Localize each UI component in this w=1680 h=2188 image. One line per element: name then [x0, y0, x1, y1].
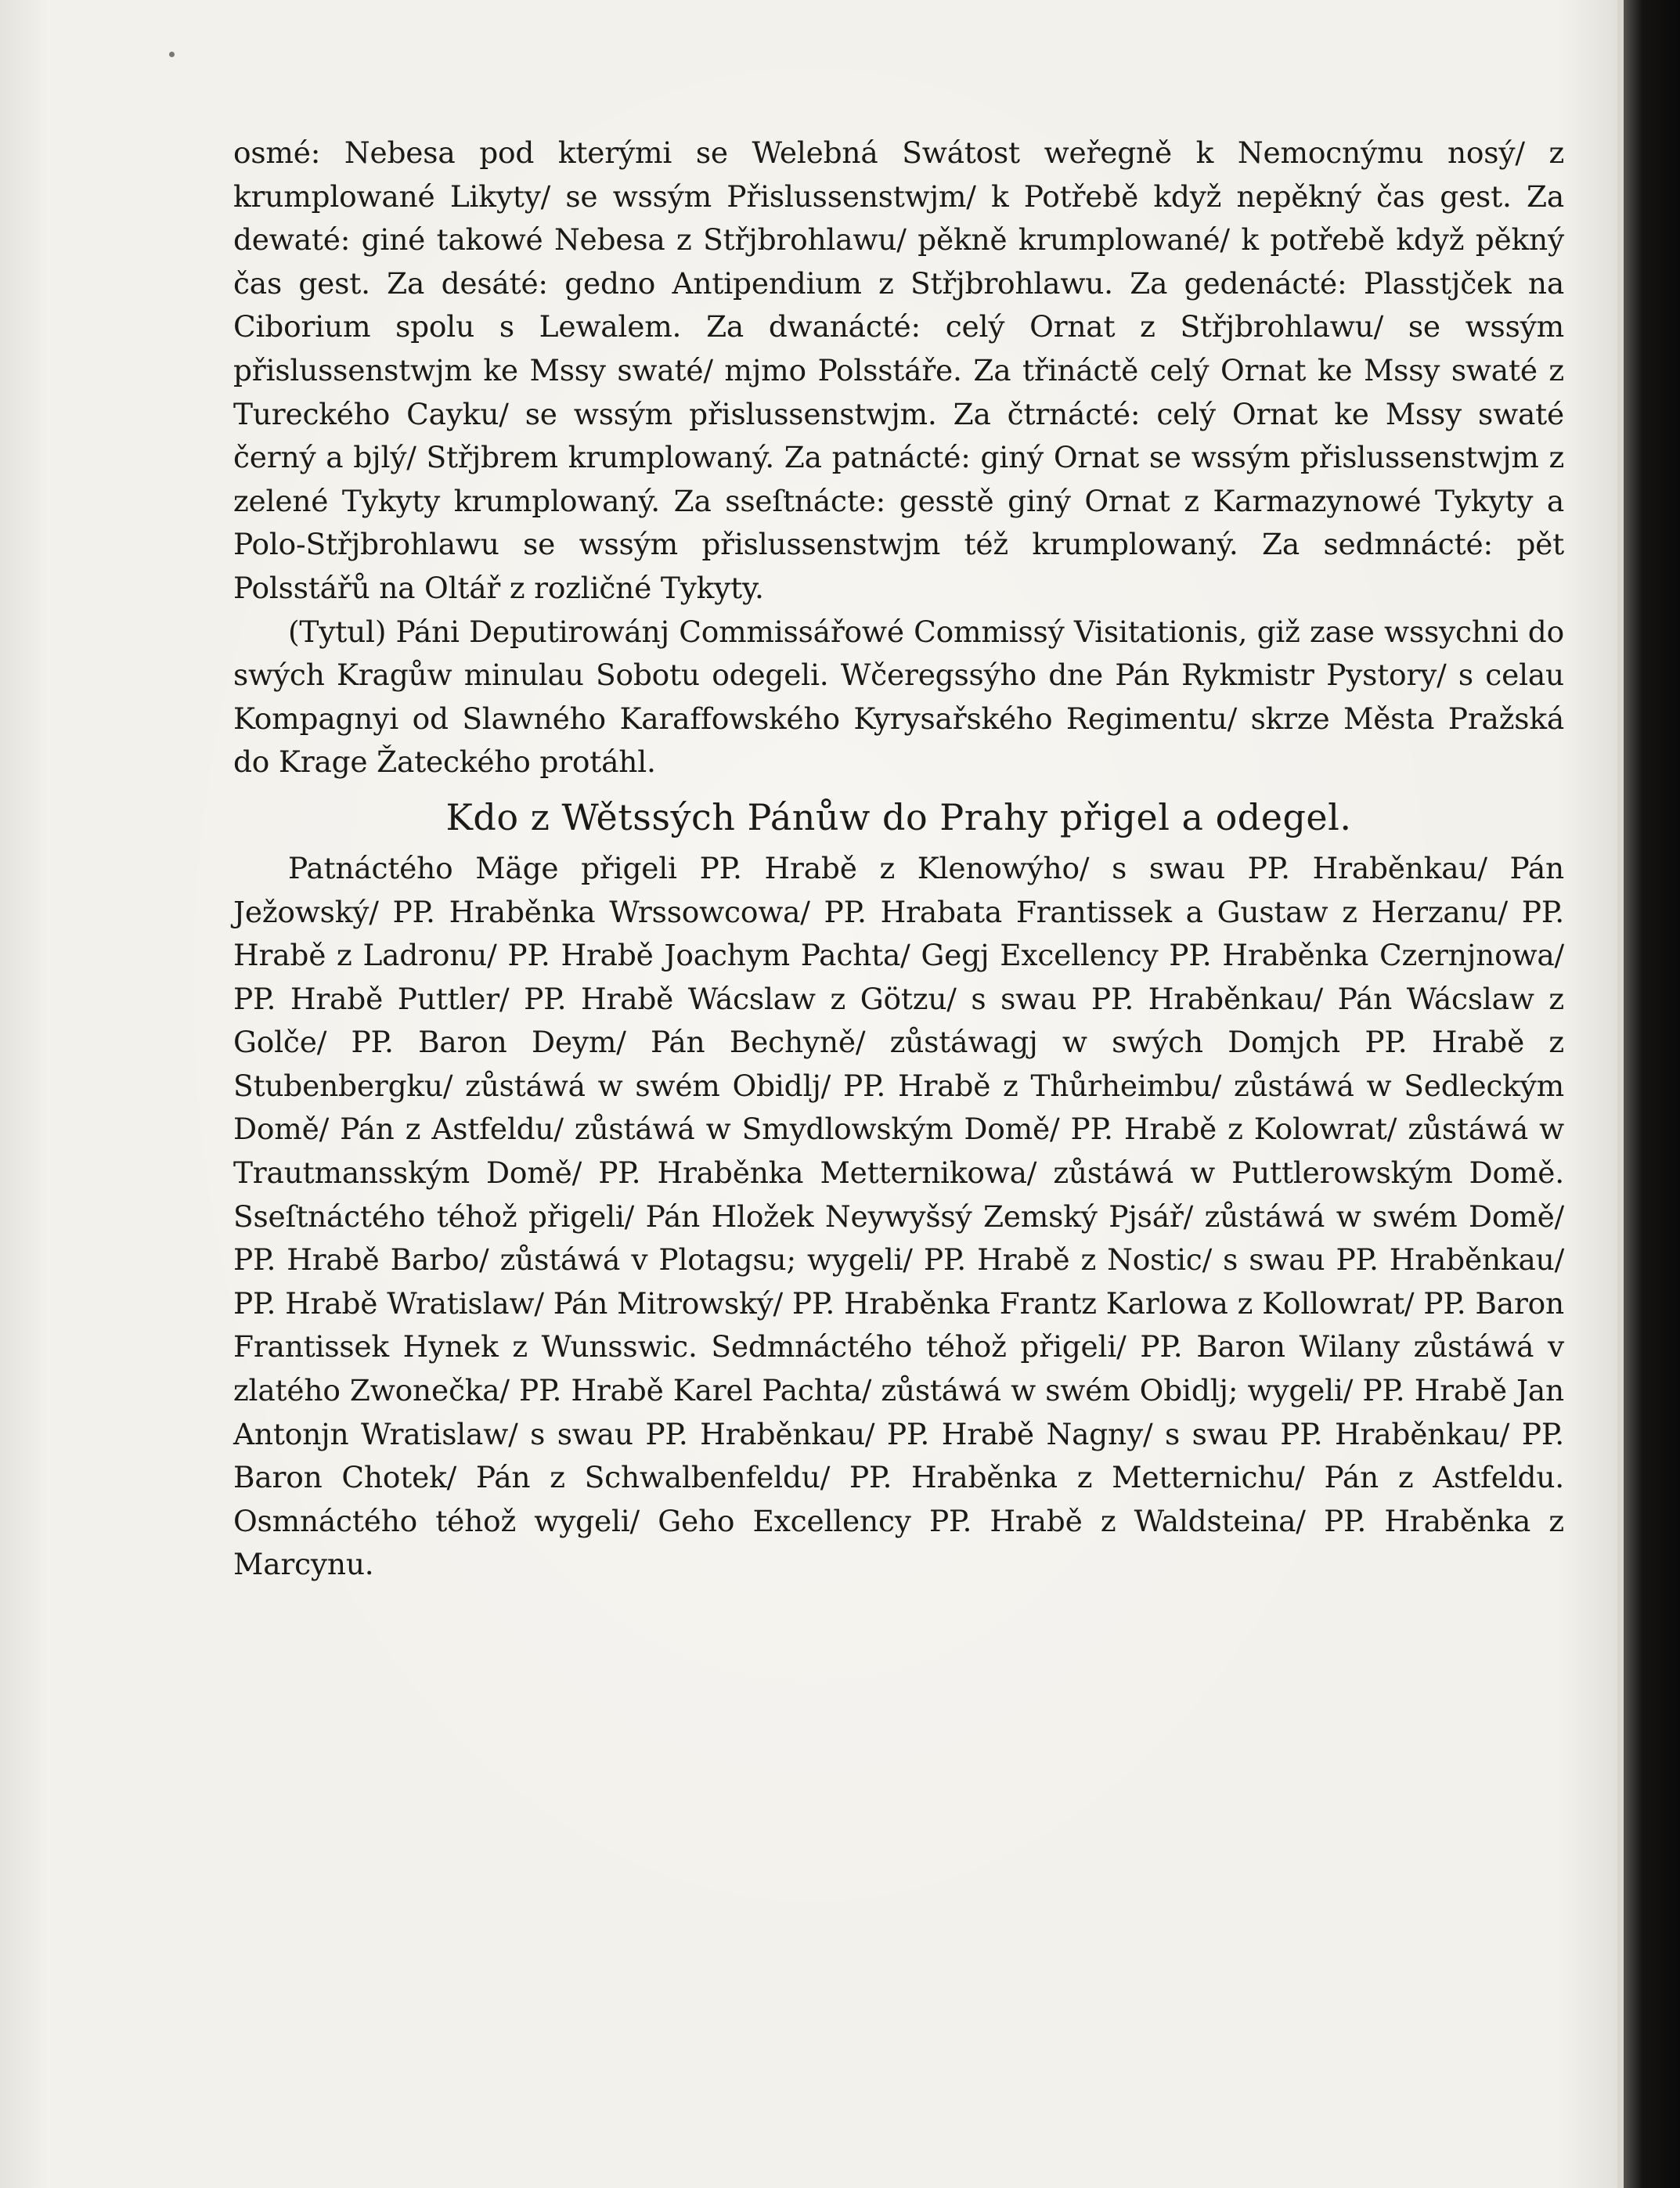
paragraph-commission: (Tytul) Páni Deputirowánj Commissářowé Commissý Visitationis, giž zase wssychni do swých Kragůw minulau Sobotu odegeli. Wčeregssýho dne Pán Rykmistr Pystory/ s celau Kompagnyi od Slawného Karaffowského Kyrysařského Regimentu/ skrze Města Pražská do Krage Žateckého protáhl. [233, 614, 1564, 780]
page-edge-shadow [1617, 0, 1680, 2188]
section-heading: Kdo z Wětssých Pánůw do Prahy přigel a odegel. [445, 795, 1352, 838]
paper-speck [169, 52, 175, 57]
next-page-edge [1617, 0, 1624, 2188]
paragraph-vestments: osmé: Nebesa pod kterými se Welebná Swátost weřegně k Nemocnýmu nosý/ z krumplowané Likyty/ se wssým Přislussenstwjm/ k Potřebě když nepěkný čas gest. Za dewaté: giné takowé Nebesa z Střjbrohlawu/ pěkně krumplowané/ k potřebě když pěkný čas gest. Za desáté: gedno Antipendium z Střjbrohlawu. Za gedenácté: Plasstjček na Ciborium spolu s Lewalem. Za dwanácté: celý Ornat z Střjbrohlawu/ se wssým přislussenstwjm ke Mssy swaté/ mjmo Polsstáře. Za třináctě celý Ornat ke Mssy swaté z Tureckého Cayku/ se wssým přislussenstwjm. Za čtrnácté: celý Ornat ke Mssy swaté černý a bjlý/ Střjbrem krumplowaný. Za patnácté: giný Ornat se wssým přislussenstwjm z zelené Tykyty krumplowaný. Za sseſtnácte: gesstě giný Ornat z Karmazynowé Tykyty a Polo-Střjbrohlawu se wssým přislussenstwjm též krumplowaný. Za sedmnácté: pět Polsstářů na Oltář z rozličné Tykyty. [233, 135, 1564, 605]
paragraph-arrivals: Patnáctého Mäge přigeli PP. Hrabě z Klenowýho/ s swau PP. Hraběnkau/ Pán Ježowský/ PP. Hraběnka Wrssowcowa/ PP. Hrabata Frantissek a Gustaw z Herzanu/ PP. Hrabě z Ladronu/ PP. Hrabě Joachym Pachta/ Gegj Excellency PP. Hraběnka Czernjnowa/ PP. Hrabě Puttler/ PP. Hrabě Wácslaw z Götzu/ s swau PP. Hraběnkau/ Pán Wácslaw z Golče/ PP. Baron Deym/ Pán Bechyně/ zůstáwagj w swých Domjch PP. Hrabě z Stubenbergku/ zůstáwá w swém Obidlj/ PP. Hrabě z Thůrheimbu/ zůstáwá w Sedleckým Domě/ Pán z Astfeldu/ zůstáwá w Smydlowským Domě/ PP. Hrabě z Kolowrat/ zůstáwá w Trautmansským Domě/ PP. Hraběnka Metternikowa/ zůstáwá w Puttlerowským Domě. Sseſtnáctého téhož přigeli/ Pán Hložek Neywyšsý Zemský Pjsář/ zůstáwá w swém Domě/ PP. Hrabě Barbo/ zůstáwá v Plotagsu; wygeli/ PP. Hrabě z Nostic/ s swau PP. Hraběnkau/ PP. Hrabě Wratislaw/ Pán Mitrowský/ PP. Hraběnka Frantz Karlowa z Kollowrat/ PP. Baron Frantissek Hynek z Wunsswic. Sedmnáctého téhož přigeli/ PP. Baron Wilany zůstáwá v zlatého Zwonečka/ PP. Hrabě Karel Pachta/ zůstáwá w swém Obidlj; wygeli/ PP. Hrabě Jan Antonjn Wratislaw/ s swau PP. Hraběnkau/ PP. Hrabě Nagny/ s swau PP. Hraběnkau/ PP. Baron Chotek/ Pán z Schwalbenfeldu/ PP. Hraběnka z Metternichu/ Pán z Astfeldu. Osmnáctého téhož wygeli/ Geho Excellency PP. Hrabě z Waldsteina/ PP. Hraběnka z Marcynu. [233, 850, 1564, 1582]
text-body [233, 132, 1564, 1587]
